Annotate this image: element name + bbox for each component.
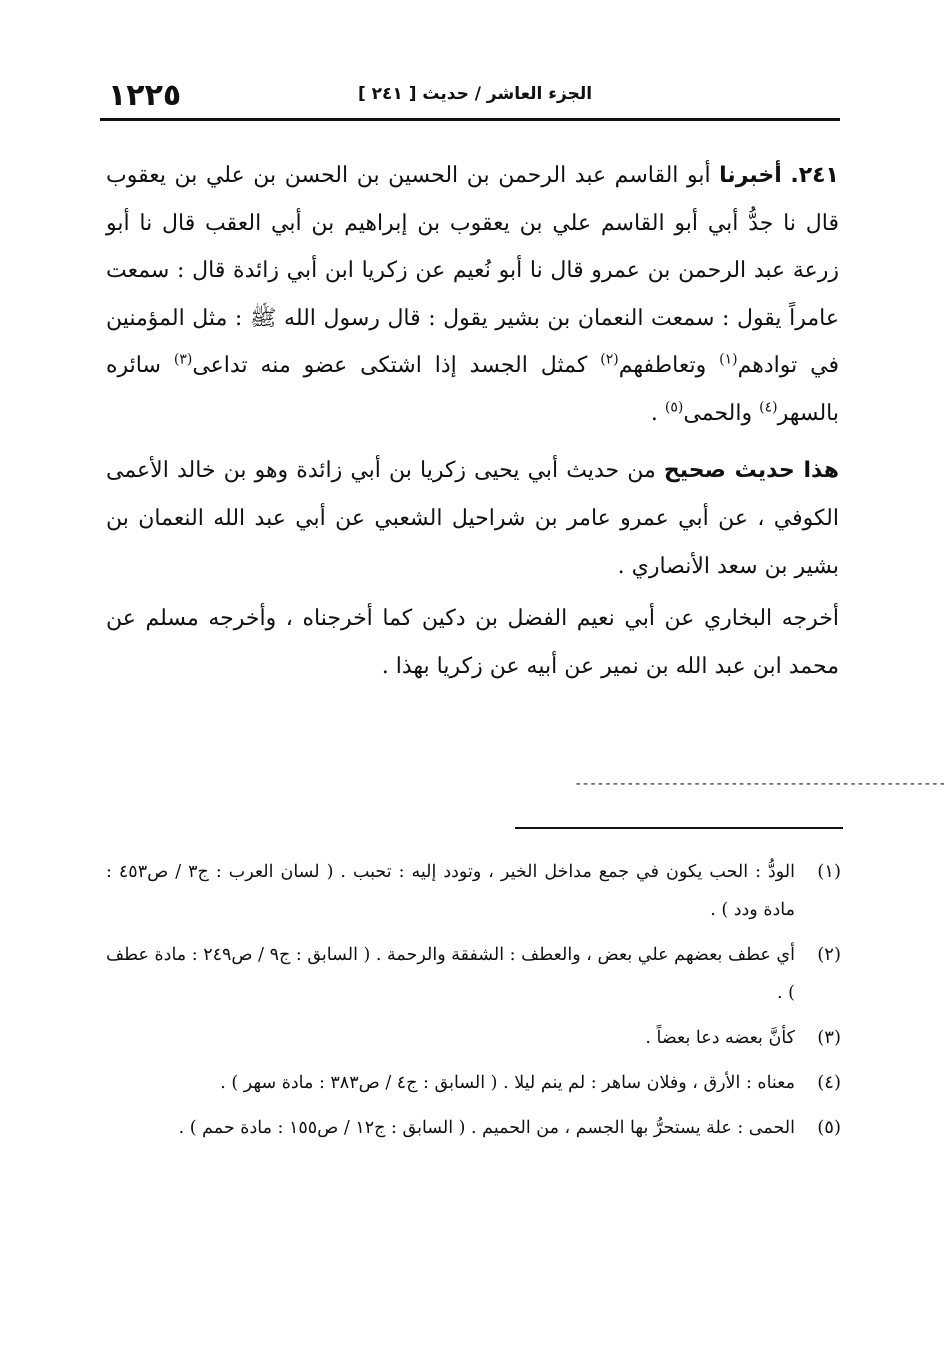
- footnote-2: [106, 936, 841, 1012]
- running-head: الجزء العاشر / حديث [ ٢٤١ ]: [357, 84, 593, 104]
- footnote-number: (٢): [817, 944, 841, 965]
- hadith-matn-4: سائره بالسهر: [106, 353, 839, 426]
- hadith-matn-5: والحمى: [683, 400, 753, 426]
- footnote-5: [106, 1109, 841, 1147]
- footnote-4: [106, 1064, 841, 1102]
- hadith-number: ٢٤١.: [790, 163, 839, 188]
- footnote-text: معناه : الأرق ، وفلان ساهر : لم ينم ليلا . ( السابق : ج٤ / ص٣٨٣ : مادة سهر ) .: [220, 1073, 795, 1093]
- footnote-text: الحمى : علة يستحرُّ بها الجسم ، من الحميم . ( السابق : ج١٢ / ص١٥٥ : مادة حمم ) .: [178, 1118, 795, 1138]
- footnote-text: كأنَّ بعضه دعا بعضاً .: [645, 1028, 795, 1048]
- footnote-ref-1: (١): [719, 351, 738, 368]
- footnote-text: أي عطف بعضهم علي بعض ، والعطف : الشفقة والرحمة . ( السابق : ج٩ / ص٢٤٩ : مادة عطف ) .: [106, 945, 795, 1003]
- hadith-paragraph: [106, 152, 839, 437]
- commentary-text: من حديث أبي يحيى زكريا بن أبي زائدة وهو بن خالد الأعمى الكوفي ، عن أبي عمرو عامر بن شراحيل الشعبي عن أبي عبد الله النعمان بن بشير بن سعد الأنصاري .: [106, 458, 839, 579]
- page-number: ١٢٢٥: [108, 78, 182, 113]
- hadith-matn-2: وتعاطفهم: [618, 353, 707, 378]
- commentary-lead: هذا حديث صحيح: [663, 458, 839, 483]
- footnote-ref-2: (٢): [600, 351, 619, 368]
- main-text: [106, 152, 839, 691]
- footnote-number: (٥): [817, 1117, 841, 1138]
- footnote-1: [106, 853, 841, 929]
- hadith-matn-3: كمثل الجسد إذا اشتكى عضو منه تداعى: [192, 353, 588, 378]
- footnote-rule: [515, 827, 843, 829]
- footnotes: [106, 853, 841, 1154]
- header-rule: [100, 118, 840, 121]
- footnote-ref-3: (٣): [173, 351, 193, 368]
- footnote-ref-4: (٤): [759, 399, 778, 416]
- hadith-lead: أخبرنا: [719, 163, 782, 188]
- commentary-paragraph: [106, 447, 839, 591]
- footnote-ref-5: (٥): [664, 399, 684, 416]
- footnote-text: الودُّ : الحب يكون في جمع مداخل الخير ، وتودد إليه : تحبب . ( لسان العرب : ج٣ / ص٤٥٣ : مادة ودد ) .: [106, 862, 795, 920]
- footnote-number: (١): [817, 861, 841, 882]
- takhrij-paragraph: أخرجه البخاري عن أبي نعيم الفضل بن دكين كما أخرجناه ، وأخرجه مسلم عن محمد ابن عبد الله بن نمير عن أبيه عن زكريا بهذا .: [106, 606, 839, 679]
- footnote-number: (٣): [817, 1027, 841, 1048]
- footnote-3: [106, 1019, 841, 1057]
- dashed-separator: --------------------------------------------------: [574, 776, 946, 792]
- footnote-number: (٤): [817, 1072, 841, 1093]
- hadith-isnad: أبو القاسم عبد الرحمن بن الحسين بن الحسن بن علي بن يعقوب قال نا جدُّ أبي أبو القاسم علي بن يعقوب بن إبراهيم بن أبي العقب قال نا أبو زرعة عبد الرحمن بن عمرو قال نا أبو نُعيم عن زكريا ابن أبي زائدة قال : سمعت عامراً يقول : سمعت النعمان بن بشير يقول : قال رسول الله ﷺ : مثل المؤمنين في توادهم: [106, 163, 840, 378]
- hadith-matn-end: .: [650, 400, 658, 426]
